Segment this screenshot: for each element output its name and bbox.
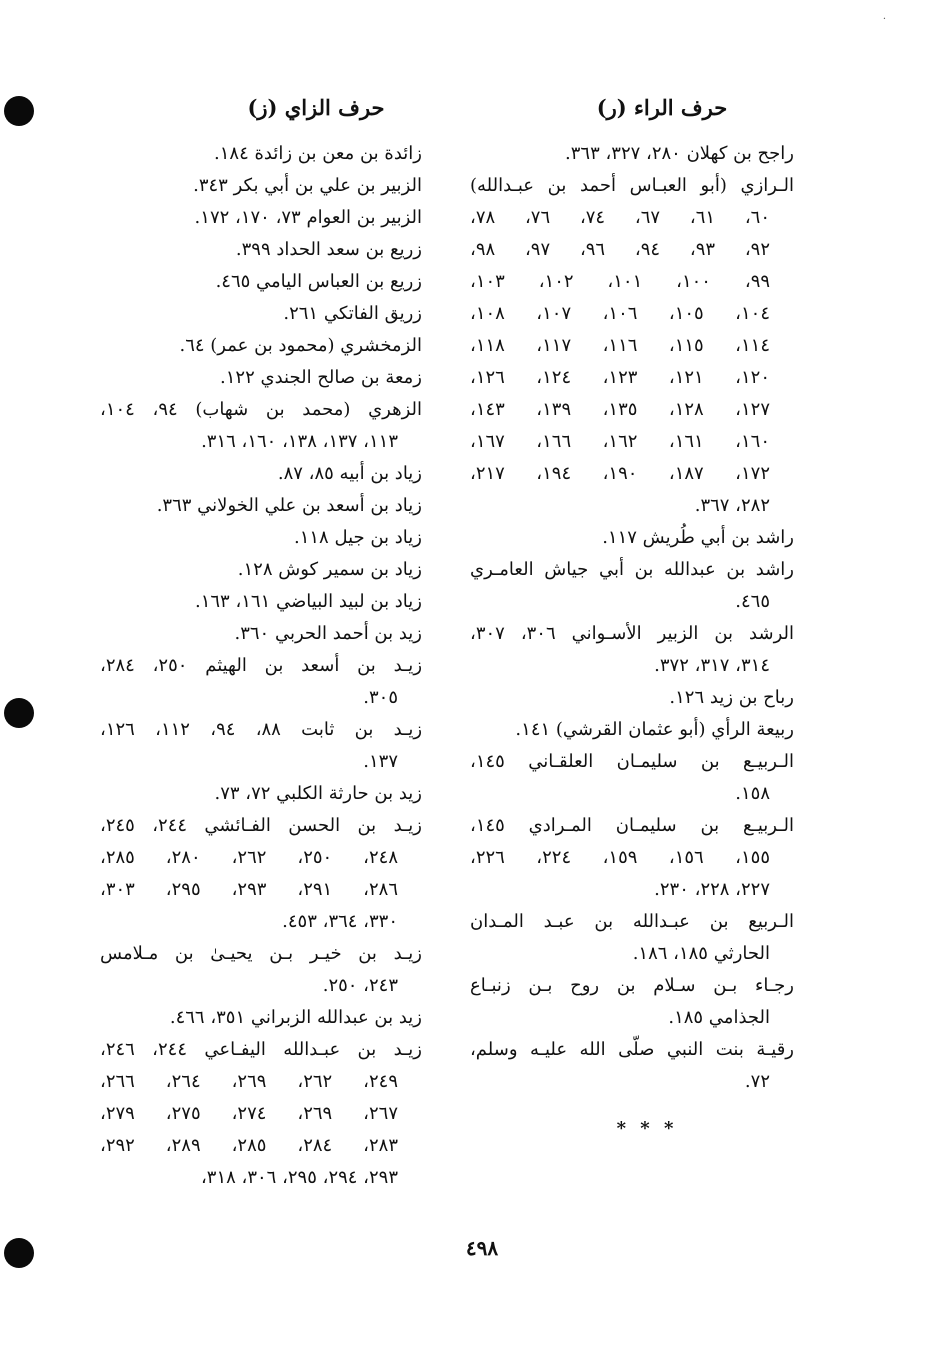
entry-headword-line: الـربيـع بن سليمـان المـرادي ١٤٥،	[470, 815, 794, 836]
entry-continuation-line: ١٦٠، ١٦١، ١٦٢، ١٦٦، ١٦٧،	[470, 431, 771, 452]
index-entry	[470, 906, 794, 970]
entry-continuation-line: ٦٠، ٦١، ٦٧، ٧٤، ٧٦، ٧٨،	[470, 207, 770, 228]
entry-continuation-line: ٢٤٨، ٢٥٠، ٢٦٢، ٢٨٠، ٢٨٥،	[100, 847, 399, 868]
entry-continuation-line: ٧٢.	[744, 1071, 770, 1092]
right-column-title: حرف الراء (ر)	[596, 95, 728, 120]
entry-headword-line: الـربيع بن عبـدالله بن عبـد المـدان	[470, 911, 794, 932]
index-entry	[470, 170, 794, 522]
index-entry	[100, 362, 422, 394]
index-entry	[470, 138, 794, 170]
entry-continuation-line: ١٢٠، ١٢١، ١٢٣، ١٢٤، ١٢٦،	[470, 367, 771, 388]
left-column	[100, 92, 422, 1194]
entry-continuation-line: ٣٠٥.	[363, 687, 398, 708]
index-entry	[100, 490, 422, 522]
index-entry	[100, 394, 422, 458]
entry-continuation-line: الحارثي ١٨٥، ١٨٦.	[632, 943, 770, 964]
entry-headword-line: راشد بن أبي طُريش ١١٧.	[602, 527, 794, 548]
section-end-stars: * * *	[616, 1118, 678, 1139]
entry-headword-line: زيـد بن أسعد بن الهيثم ٢٥٠، ٢٨٤،	[100, 655, 422, 676]
entry-headword-line: راشد بن عبدالله بن أبي جياش العامـري	[470, 559, 794, 580]
entry-headword-line: زريق الفاتكي ٢٦١.	[283, 303, 422, 324]
entry-headword-line: زياد بن جيل ١١٨.	[293, 527, 422, 548]
binder-hole-top	[4, 96, 34, 126]
index-entry	[470, 618, 794, 682]
entry-continuation-line: ١٠٤، ١٠٥، ١٠٦، ١٠٧، ١٠٨،	[470, 303, 771, 324]
entry-continuation-line: ٢٢٧، ٢٢٨، ٢٣٠.	[654, 879, 770, 900]
index-entry	[100, 170, 422, 202]
entry-continuation-line: ٢٨٢، ٣٦٧.	[694, 495, 770, 516]
index-entry	[100, 810, 422, 938]
entry-headword-line: زيـد بن عبـدالله اليفـاعي ٢٤٤، ٢٤٦،	[100, 1039, 422, 1060]
entry-headword-line: زياد بن أسعد بن علي الخولاني ٣٦٣.	[156, 495, 422, 516]
entry-headword-line: زياد بن أبيه ٨٥، ٨٧.	[277, 463, 422, 484]
index-entry	[100, 650, 422, 714]
entry-headword-line: رجـاء بـن سـلام بن روح بـن زنبـاع	[470, 975, 794, 996]
entry-headword-line: ربيعة الرأي (أبو عثمان القرشي) ١٤١.	[515, 719, 794, 740]
entry-continuation-line: ٢٨٣، ٢٨٤، ٢٨٥، ٢٨٩، ٢٩٢،	[100, 1135, 399, 1156]
entry-headword-line: الـرازي (أبو العبـاس أحمد بن عبـدالله)	[470, 175, 794, 196]
entry-headword-line: زمعة بن صالح الجندي ١٢٢.	[220, 367, 422, 388]
entry-headword-line: الـربيـع بن سليمـان العلقـاني ١٤٥،	[470, 751, 794, 772]
index-entry	[100, 266, 422, 298]
entry-headword-line: زياد بن سمير كوش ١٢٨.	[237, 559, 422, 580]
left-column-title: حرف الزاي (ز)	[247, 95, 385, 120]
entry-headword-line: زياد بن لبيد البياضي ١٦١، ١٦٣.	[194, 591, 422, 612]
index-entry	[470, 1034, 794, 1098]
index-entry	[100, 554, 422, 586]
entry-headword-line: رقيـة بنت النبي صلّى الله عليـه وسلم،	[470, 1039, 794, 1060]
index-entry	[470, 522, 794, 554]
entry-continuation-line: ١٥٥، ١٥٦، ١٥٩، ٢٢٤، ٢٢٦،	[470, 847, 771, 868]
entry-headword-line: زيـد بن ثابت ٨٨، ٩٤، ١١٢، ١٢٦،	[100, 719, 422, 740]
index-entry	[470, 714, 794, 746]
entry-continuation-line: ١٣٧.	[363, 751, 398, 772]
entry-continuation-line: ٣١٤، ٣١٧، ٣٧٢.	[654, 655, 770, 676]
index-entry	[470, 554, 794, 618]
entry-headword-line: زيد بن عبدالله الزبراني ٣٥١، ٤٦٦.	[169, 1007, 422, 1028]
index-entry	[470, 746, 794, 810]
entry-continuation-line: ٢٤٣، ٢٥٠.	[322, 975, 398, 996]
binder-hole-middle	[4, 698, 34, 728]
index-entry	[100, 522, 422, 554]
entry-continuation-line: ٩٩، ١٠٠، ١٠١، ١٠٢، ١٠٣،	[470, 271, 771, 292]
entry-headword-line: راجح بن كهلان ٢٨٠، ٣٢٧، ٣٦٣.	[565, 143, 794, 164]
index-entry	[100, 586, 422, 618]
entry-continuation-line: ١٥٨.	[735, 783, 770, 804]
entry-headword-line: الرشد بن الزبير الأسـواني ٣٠٦، ٣٠٧،	[470, 623, 794, 644]
entry-continuation-line: ٩٢، ٩٣، ٩٤، ٩٦، ٩٧، ٩٨،	[470, 239, 770, 260]
index-entry	[100, 138, 422, 170]
entry-continuation-line: ١١٣، ١٣٧، ١٣٨، ١٦٠، ٣١٦.	[201, 431, 398, 452]
entry-headword-line: الزبير بن العوام ٧٣، ١٧٠، ١٧٢.	[194, 207, 422, 228]
index-entry	[100, 458, 422, 490]
index-entry	[100, 778, 422, 810]
entry-continuation-line: ٢٩٣، ٢٩٤، ٢٩٥، ٣٠٦، ٣١٨،	[200, 1167, 398, 1188]
entry-continuation-line: ٣٣٠، ٣٦٤، ٤٥٣.	[282, 911, 398, 932]
entry-headword-line: زيـد بن الحسن الفـائشي ٢٤٤، ٢٤٥،	[100, 815, 422, 836]
corner-mark: ·	[882, 14, 886, 25]
index-entry	[100, 298, 422, 330]
entry-headword-line: زيد بن أحمد الحربي ٣٦٠.	[234, 623, 422, 644]
entry-continuation-line: ٢٦٧، ٢٦٩، ٢٧٤، ٢٧٥، ٢٧٩،	[100, 1103, 399, 1124]
entry-headword-line: زيـد بن خيـر بـن يحيـىٰ بن مـلامس	[100, 943, 422, 964]
index-entry	[470, 810, 794, 906]
entry-headword-line: رباح بن زيد ١٢٦.	[669, 687, 794, 708]
entry-headword-line: الزهري (محمد بن شهاب) ٩٤، ١٠٤،	[100, 399, 422, 420]
entry-continuation-line: ١٢٧، ١٢٨، ١٣٥، ١٣٩، ١٤٣،	[470, 399, 771, 420]
index-entry	[100, 234, 422, 266]
entry-continuation-line: ١٧٢، ١٨٧، ١٩٠، ١٩٤، ٢١٧،	[470, 463, 771, 484]
entry-headword-line: زيد بن حارثة الكلبي ٧٢، ٧٣.	[214, 783, 422, 804]
index-entry	[470, 970, 794, 1034]
page-number: ٤٩٨	[465, 1236, 499, 1260]
entry-headword-line: الزمخشري (محمود بن عمر) ٦٤.	[179, 335, 422, 356]
entry-headword-line: زريع بن العباس اليامي ٤٦٥.	[215, 271, 422, 292]
entry-continuation-line: ١١٤، ١١٥، ١١٦، ١١٧، ١١٨،	[470, 335, 771, 356]
index-entry	[100, 714, 422, 778]
entry-continuation-line: ٤٦٥.	[735, 591, 770, 612]
entry-headword-line: الزبير بن علي بن أبي بكر ٣٤٣.	[193, 175, 422, 196]
entry-headword-line: زريع بن سعد الحداد ٣٩٩.	[235, 239, 422, 260]
index-entry	[100, 1034, 422, 1194]
index-entry	[470, 682, 794, 714]
index-entry	[100, 618, 422, 650]
left-entry-list	[100, 138, 422, 1194]
entry-continuation-line: الجذامي ١٨٥.	[668, 1007, 770, 1028]
entry-continuation-line: ٢٨٦، ٢٩١، ٢٩٣، ٢٩٥، ٣٠٣،	[100, 879, 399, 900]
right-column	[470, 92, 794, 1139]
index-entry	[100, 330, 422, 362]
entry-headword-line: زائدة بن معن بن زائدة ١٨٤.	[214, 143, 422, 164]
entry-continuation-line: ٢٤٩، ٢٦٢، ٢٦٩، ٢٦٤، ٢٦٦،	[100, 1071, 399, 1092]
index-entry	[100, 938, 422, 1002]
right-entry-list	[470, 138, 794, 1098]
index-entry	[100, 202, 422, 234]
index-entry	[100, 1002, 422, 1034]
